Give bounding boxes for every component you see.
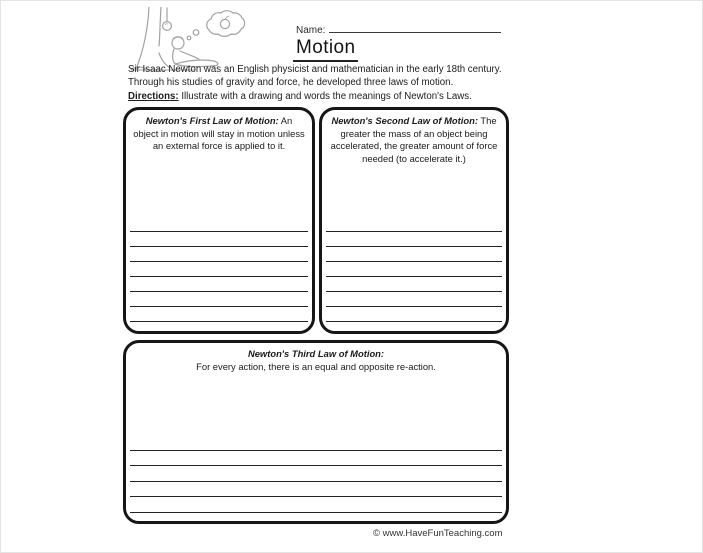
name-label: Name:: [296, 25, 326, 36]
writing-line: [130, 246, 308, 247]
first-law-text: An object in motion will stay in motion unless an external force is applied to it.: [133, 115, 305, 152]
writing-line: [130, 496, 502, 497]
third-law-box: [123, 340, 509, 524]
second-law-text: The greater the mass of an object being accelerated, the greater amount of force needed (to accelerate it.): [330, 115, 498, 165]
writing-line: [130, 231, 308, 232]
intro-paragraph: [128, 63, 502, 103]
second-law-writing-lines: [326, 231, 502, 322]
writing-line: [130, 465, 502, 466]
writing-line: [130, 481, 502, 482]
footer-credit: © www.HaveFunTeaching.com: [373, 528, 503, 539]
second-law-heading: [322, 110, 506, 166]
writing-line: [130, 321, 308, 322]
third-law-writing-lines: [130, 450, 502, 513]
third-law-title: Newton's Third Law of Motion:: [247, 348, 385, 359]
directions-line: [128, 90, 502, 103]
writing-line: [130, 306, 308, 307]
first-law-heading: [126, 110, 312, 153]
writing-line: [130, 261, 308, 262]
writing-line: [130, 450, 502, 451]
writing-line: [326, 306, 502, 307]
second-law-title: Newton's Second Law of Motion:: [331, 115, 478, 126]
first-law-writing-lines: [130, 231, 308, 322]
name-field: [296, 24, 501, 36]
page-title: Motion: [293, 37, 358, 62]
title-wrap: [293, 37, 358, 62]
intro-line-2: Through his studies of gravity and force, he developed three laws of motion.: [128, 77, 454, 89]
writing-line: [130, 291, 308, 292]
writing-line: [130, 276, 308, 277]
writing-line: [326, 246, 502, 247]
writing-line: [326, 231, 502, 232]
first-law-title: Newton's First Law of Motion:: [145, 115, 279, 126]
directions-text: Illustrate with a drawing and words the meanings of Newton's Laws.: [181, 90, 472, 102]
third-law-heading: [126, 343, 506, 373]
second-law-box: [319, 107, 509, 334]
writing-line: [326, 291, 502, 292]
writing-line: [326, 261, 502, 262]
third-law-text: For every action, there is an equal and opposite re-action.: [196, 360, 436, 372]
directions-label: Directions:: [128, 90, 179, 102]
writing-line: [326, 276, 502, 277]
intro-line-1: Sir Isaac Newton was an English physicist and mathematician in the early 18th century.: [128, 64, 502, 75]
writing-line: [326, 321, 502, 322]
writing-line: [130, 512, 502, 513]
first-law-box: [123, 107, 315, 334]
name-blank-line: [329, 24, 501, 33]
